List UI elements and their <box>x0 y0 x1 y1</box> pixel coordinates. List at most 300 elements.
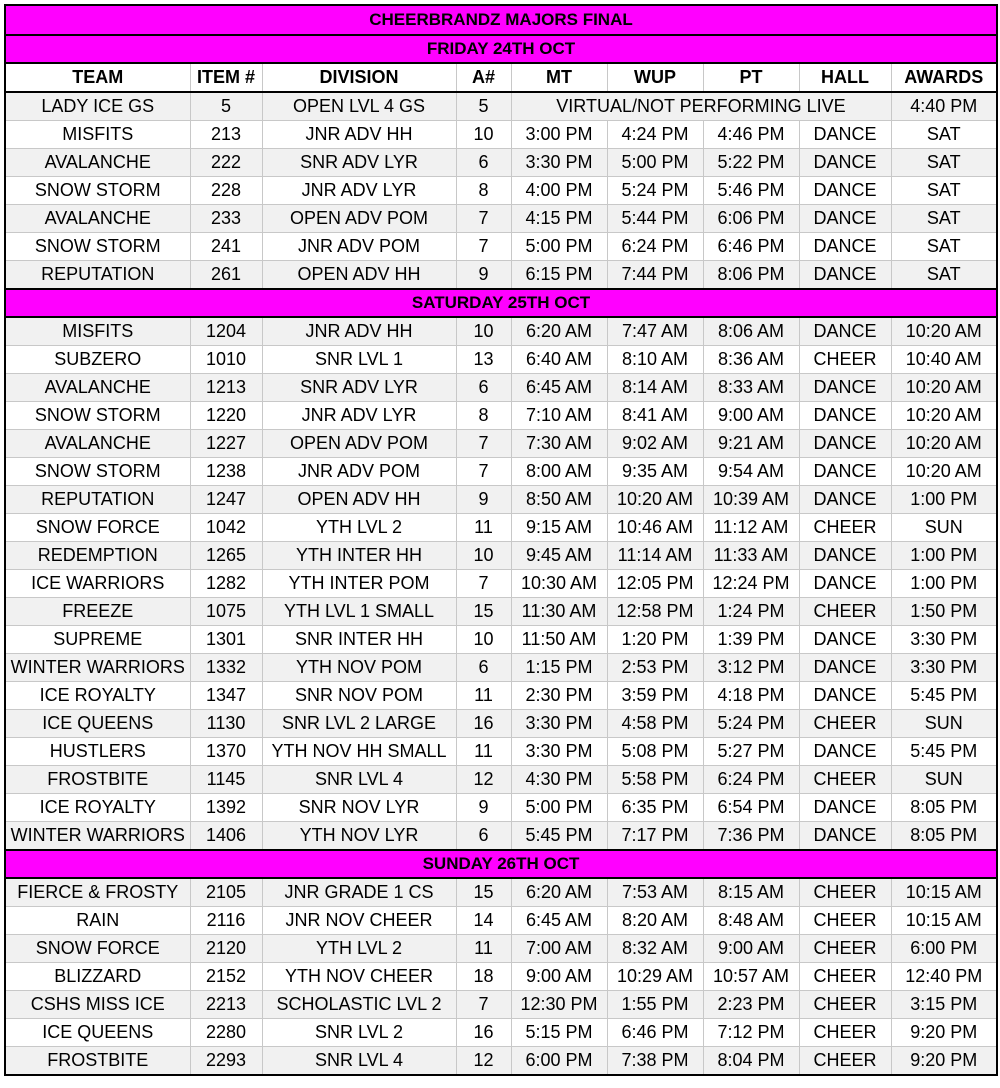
hall-cell: CHEER <box>799 598 891 626</box>
item-number-cell: 1282 <box>190 570 262 598</box>
item-number-cell: 1370 <box>190 738 262 766</box>
hall-cell: DANCE <box>799 121 891 149</box>
hall-cell: DANCE <box>799 570 891 598</box>
wup-cell: 8:14 AM <box>607 374 703 402</box>
a-number-cell: 12 <box>456 766 511 794</box>
team-cell: FREEZE <box>5 598 190 626</box>
a-number-cell: 10 <box>456 626 511 654</box>
team-cell: HUSTLERS <box>5 738 190 766</box>
item-number-cell: 1145 <box>190 766 262 794</box>
mt-cell: 8:50 AM <box>511 486 607 514</box>
pt-cell: 10:39 AM <box>703 486 799 514</box>
table-row <box>5 626 997 654</box>
mt-cell: 11:50 AM <box>511 626 607 654</box>
item-number-cell: 2213 <box>190 991 262 1019</box>
pt-cell: 5:22 PM <box>703 149 799 177</box>
wup-cell: 3:59 PM <box>607 682 703 710</box>
table-row <box>5 991 997 1019</box>
table-row <box>5 542 997 570</box>
hall-cell: DANCE <box>799 542 891 570</box>
team-cell: REPUTATION <box>5 261 190 290</box>
item-number-cell: 1238 <box>190 458 262 486</box>
item-number-cell: 1130 <box>190 710 262 738</box>
mt-cell: 6:40 AM <box>511 346 607 374</box>
awards-cell: SUN <box>891 710 997 738</box>
mt-cell: 7:00 AM <box>511 935 607 963</box>
wup-cell: 5:00 PM <box>607 149 703 177</box>
item-number-cell: 1010 <box>190 346 262 374</box>
item-number-cell: 5 <box>190 92 262 121</box>
hall-cell: DANCE <box>799 149 891 177</box>
hall-cell: DANCE <box>799 682 891 710</box>
a-number-cell: 18 <box>456 963 511 991</box>
a-number-cell: 9 <box>456 261 511 290</box>
table-row <box>5 935 997 963</box>
a-number-cell: 10 <box>456 317 511 346</box>
pt-cell: 4:46 PM <box>703 121 799 149</box>
wup-cell: 7:17 PM <box>607 822 703 851</box>
wup-cell: 8:20 AM <box>607 907 703 935</box>
mt-cell: 6:15 PM <box>511 261 607 290</box>
item-number-cell: 222 <box>190 149 262 177</box>
wup-cell: 5:44 PM <box>607 205 703 233</box>
awards-cell: 3:15 PM <box>891 991 997 1019</box>
team-cell: ICE QUEENS <box>5 710 190 738</box>
awards-cell: 8:05 PM <box>891 822 997 851</box>
team-cell: BLIZZARD <box>5 963 190 991</box>
item-number-cell: 1220 <box>190 402 262 430</box>
day-header-row <box>5 850 997 878</box>
division-cell: JNR ADV LYR <box>262 402 456 430</box>
division-cell: JNR ADV HH <box>262 317 456 346</box>
awards-cell: SUN <box>891 766 997 794</box>
mt-cell: 6:00 PM <box>511 1047 607 1076</box>
a-number-cell: 10 <box>456 542 511 570</box>
a-number-cell: 9 <box>456 486 511 514</box>
day-label: FRIDAY 24TH OCT <box>5 35 997 63</box>
mt-cell: 6:45 AM <box>511 907 607 935</box>
mt-cell: 3:30 PM <box>511 149 607 177</box>
a-number-cell: 13 <box>456 346 511 374</box>
wup-cell: 8:32 AM <box>607 935 703 963</box>
awards-cell: 10:20 AM <box>891 402 997 430</box>
division-cell: SNR LVL 2 LARGE <box>262 710 456 738</box>
wup-cell: 1:55 PM <box>607 991 703 1019</box>
table-row <box>5 430 997 458</box>
mt-cell: 3:00 PM <box>511 121 607 149</box>
team-cell: FIERCE & FROSTY <box>5 878 190 907</box>
division-cell: SNR NOV LYR <box>262 794 456 822</box>
mt-cell: 6:45 AM <box>511 374 607 402</box>
team-cell: AVALANCHE <box>5 374 190 402</box>
awards-cell: 10:20 AM <box>891 430 997 458</box>
hall-cell: CHEER <box>799 907 891 935</box>
mt-cell: 9:00 AM <box>511 963 607 991</box>
pt-cell: 6:06 PM <box>703 205 799 233</box>
wup-cell: 7:53 AM <box>607 878 703 907</box>
wup-cell: 12:05 PM <box>607 570 703 598</box>
wup-cell: 5:58 PM <box>607 766 703 794</box>
pt-cell: 8:33 AM <box>703 374 799 402</box>
mt-cell: 4:15 PM <box>511 205 607 233</box>
awards-cell: 3:30 PM <box>891 626 997 654</box>
division-cell: YTH INTER HH <box>262 542 456 570</box>
wup-cell: 8:10 AM <box>607 346 703 374</box>
performance-note-cell: VIRTUAL/NOT PERFORMING LIVE <box>511 92 891 121</box>
awards-cell: 9:20 PM <box>891 1047 997 1076</box>
a-number-cell: 6 <box>456 149 511 177</box>
column-header-item: ITEM # <box>190 63 262 92</box>
team-cell: SUPREME <box>5 626 190 654</box>
division-cell: SCHOLASTIC LVL 2 <box>262 991 456 1019</box>
a-number-cell: 9 <box>456 794 511 822</box>
table-row <box>5 121 997 149</box>
division-cell: JNR ADV LYR <box>262 177 456 205</box>
pt-cell: 8:15 AM <box>703 878 799 907</box>
team-cell: SNOW STORM <box>5 458 190 486</box>
wup-cell: 5:08 PM <box>607 738 703 766</box>
hall-cell: DANCE <box>799 430 891 458</box>
division-cell: SNR NOV POM <box>262 682 456 710</box>
pt-cell: 8:04 PM <box>703 1047 799 1076</box>
hall-cell: CHEER <box>799 710 891 738</box>
a-number-cell: 7 <box>456 430 511 458</box>
wup-cell: 9:35 AM <box>607 458 703 486</box>
awards-cell: 1:50 PM <box>891 598 997 626</box>
wup-cell: 7:44 PM <box>607 261 703 290</box>
division-cell: YTH LVL 1 SMALL <box>262 598 456 626</box>
wup-cell: 10:29 AM <box>607 963 703 991</box>
item-number-cell: 2293 <box>190 1047 262 1076</box>
hall-cell: DANCE <box>799 177 891 205</box>
team-cell: WINTER WARRIORS <box>5 654 190 682</box>
division-cell: OPEN ADV HH <box>262 486 456 514</box>
pt-cell: 9:00 AM <box>703 402 799 430</box>
a-number-cell: 16 <box>456 710 511 738</box>
hall-cell: DANCE <box>799 626 891 654</box>
team-cell: AVALANCHE <box>5 149 190 177</box>
table-row <box>5 766 997 794</box>
item-number-cell: 1392 <box>190 794 262 822</box>
pt-cell: 9:54 AM <box>703 458 799 486</box>
a-number-cell: 8 <box>456 177 511 205</box>
division-cell: JNR ADV HH <box>262 121 456 149</box>
awards-cell: 4:40 PM <box>891 92 997 121</box>
a-number-cell: 15 <box>456 878 511 907</box>
hall-cell: DANCE <box>799 822 891 851</box>
division-cell: YTH LVL 2 <box>262 514 456 542</box>
item-number-cell: 241 <box>190 233 262 261</box>
hall-cell: DANCE <box>799 233 891 261</box>
awards-cell: 5:45 PM <box>891 738 997 766</box>
schedule-body <box>5 5 997 1075</box>
team-cell: CSHS MISS ICE <box>5 991 190 1019</box>
day-header-row <box>5 289 997 317</box>
division-cell: JNR GRADE 1 CS <box>262 878 456 907</box>
wup-cell: 11:14 AM <box>607 542 703 570</box>
table-row <box>5 570 997 598</box>
table-row <box>5 878 997 907</box>
pt-cell: 5:24 PM <box>703 710 799 738</box>
wup-cell: 10:46 AM <box>607 514 703 542</box>
table-row <box>5 486 997 514</box>
mt-cell: 1:15 PM <box>511 654 607 682</box>
a-number-cell: 11 <box>456 514 511 542</box>
item-number-cell: 2120 <box>190 935 262 963</box>
division-cell: SNR LVL 4 <box>262 1047 456 1076</box>
hall-cell: DANCE <box>799 402 891 430</box>
team-cell: AVALANCHE <box>5 205 190 233</box>
wup-cell: 8:41 AM <box>607 402 703 430</box>
table-row <box>5 317 997 346</box>
team-cell: MISFITS <box>5 317 190 346</box>
table-row <box>5 233 997 261</box>
table-row <box>5 514 997 542</box>
team-cell: REPUTATION <box>5 486 190 514</box>
wup-cell: 10:20 AM <box>607 486 703 514</box>
division-cell: OPEN ADV POM <box>262 205 456 233</box>
pt-cell: 4:18 PM <box>703 682 799 710</box>
item-number-cell: 2116 <box>190 907 262 935</box>
item-number-cell: 213 <box>190 121 262 149</box>
awards-cell: 6:00 PM <box>891 935 997 963</box>
table-row <box>5 963 997 991</box>
division-cell: YTH NOV HH SMALL <box>262 738 456 766</box>
team-cell: ICE ROYALTY <box>5 682 190 710</box>
item-number-cell: 1347 <box>190 682 262 710</box>
table-row <box>5 177 997 205</box>
table-row <box>5 738 997 766</box>
mt-cell: 4:30 PM <box>511 766 607 794</box>
team-cell: SNOW STORM <box>5 233 190 261</box>
wup-cell: 6:35 PM <box>607 794 703 822</box>
sheet-title: CHEERBRANDZ MAJORS FINAL <box>5 5 997 35</box>
pt-cell: 5:27 PM <box>703 738 799 766</box>
pt-cell: 8:06 AM <box>703 317 799 346</box>
wup-cell: 2:53 PM <box>607 654 703 682</box>
team-cell: SNOW FORCE <box>5 514 190 542</box>
pt-cell: 9:00 AM <box>703 935 799 963</box>
wup-cell: 6:24 PM <box>607 233 703 261</box>
a-number-cell: 6 <box>456 822 511 851</box>
table-row <box>5 682 997 710</box>
mt-cell: 5:15 PM <box>511 1019 607 1047</box>
division-cell: SNR ADV LYR <box>262 149 456 177</box>
team-cell: REDEMPTION <box>5 542 190 570</box>
pt-cell: 6:54 PM <box>703 794 799 822</box>
team-cell: MISFITS <box>5 121 190 149</box>
team-cell: ICE ROYALTY <box>5 794 190 822</box>
team-cell: SNOW FORCE <box>5 935 190 963</box>
column-header-pt: PT <box>703 63 799 92</box>
table-row <box>5 458 997 486</box>
table-row <box>5 346 997 374</box>
wup-cell: 6:46 PM <box>607 1019 703 1047</box>
wup-cell: 4:24 PM <box>607 121 703 149</box>
item-number-cell: 261 <box>190 261 262 290</box>
division-cell: YTH NOV POM <box>262 654 456 682</box>
mt-cell: 11:30 AM <box>511 598 607 626</box>
division-cell: OPEN ADV HH <box>262 261 456 290</box>
pt-cell: 1:39 PM <box>703 626 799 654</box>
schedule-table <box>4 4 998 1076</box>
day-label: SATURDAY 25TH OCT <box>5 289 997 317</box>
division-cell: OPEN ADV POM <box>262 430 456 458</box>
hall-cell: DANCE <box>799 486 891 514</box>
hall-cell: CHEER <box>799 514 891 542</box>
awards-cell: 9:20 PM <box>891 1019 997 1047</box>
hall-cell: CHEER <box>799 963 891 991</box>
a-number-cell: 11 <box>456 935 511 963</box>
mt-cell: 8:00 AM <box>511 458 607 486</box>
table-row <box>5 149 997 177</box>
column-header-hall: HALL <box>799 63 891 92</box>
a-number-cell: 7 <box>456 458 511 486</box>
a-number-cell: 10 <box>456 121 511 149</box>
mt-cell: 3:30 PM <box>511 710 607 738</box>
item-number-cell: 1213 <box>190 374 262 402</box>
wup-cell: 4:58 PM <box>607 710 703 738</box>
mt-cell: 9:15 AM <box>511 514 607 542</box>
awards-cell: SAT <box>891 261 997 290</box>
hall-cell: CHEER <box>799 346 891 374</box>
column-header-row <box>5 63 997 92</box>
item-number-cell: 1075 <box>190 598 262 626</box>
pt-cell: 5:46 PM <box>703 177 799 205</box>
team-cell: SNOW STORM <box>5 177 190 205</box>
item-number-cell: 1301 <box>190 626 262 654</box>
table-row <box>5 92 997 121</box>
pt-cell: 8:06 PM <box>703 261 799 290</box>
table-row <box>5 374 997 402</box>
division-cell: OPEN LVL 4 GS <box>262 92 456 121</box>
wup-cell: 7:38 PM <box>607 1047 703 1076</box>
a-number-cell: 12 <box>456 1047 511 1076</box>
item-number-cell: 1227 <box>190 430 262 458</box>
team-cell: FROSTBITE <box>5 766 190 794</box>
a-number-cell: 7 <box>456 233 511 261</box>
mt-cell: 6:20 AM <box>511 878 607 907</box>
division-cell: SNR ADV LYR <box>262 374 456 402</box>
pt-cell: 6:46 PM <box>703 233 799 261</box>
mt-cell: 5:00 PM <box>511 233 607 261</box>
pt-cell: 7:36 PM <box>703 822 799 851</box>
division-cell: JNR ADV POM <box>262 233 456 261</box>
hall-cell: CHEER <box>799 766 891 794</box>
a-number-cell: 6 <box>456 374 511 402</box>
team-cell: AVALANCHE <box>5 430 190 458</box>
awards-cell: SAT <box>891 205 997 233</box>
awards-cell: 10:20 AM <box>891 374 997 402</box>
wup-cell: 5:24 PM <box>607 177 703 205</box>
a-number-cell: 6 <box>456 654 511 682</box>
mt-cell: 5:45 PM <box>511 822 607 851</box>
table-row <box>5 794 997 822</box>
item-number-cell: 1406 <box>190 822 262 851</box>
awards-cell: 1:00 PM <box>891 486 997 514</box>
wup-cell: 12:58 PM <box>607 598 703 626</box>
a-number-cell: 15 <box>456 598 511 626</box>
awards-cell: 10:15 AM <box>891 907 997 935</box>
a-number-cell: 11 <box>456 738 511 766</box>
hall-cell: DANCE <box>799 261 891 290</box>
awards-cell: SUN <box>891 514 997 542</box>
column-header-a-number: A# <box>456 63 511 92</box>
pt-cell: 7:12 PM <box>703 1019 799 1047</box>
item-number-cell: 2105 <box>190 878 262 907</box>
team-cell: ICE WARRIORS <box>5 570 190 598</box>
mt-cell: 7:10 AM <box>511 402 607 430</box>
pt-cell: 11:12 AM <box>703 514 799 542</box>
hall-cell: CHEER <box>799 1019 891 1047</box>
column-header-awards: AWARDS <box>891 63 997 92</box>
awards-cell: 10:20 AM <box>891 317 997 346</box>
awards-cell: SAT <box>891 149 997 177</box>
mt-cell: 10:30 AM <box>511 570 607 598</box>
item-number-cell: 1332 <box>190 654 262 682</box>
pt-cell: 8:48 AM <box>703 907 799 935</box>
division-cell: SNR LVL 2 <box>262 1019 456 1047</box>
column-header-team: TEAM <box>5 63 190 92</box>
a-number-cell: 7 <box>456 205 511 233</box>
table-row <box>5 261 997 290</box>
awards-cell: SAT <box>891 177 997 205</box>
division-cell: YTH INTER POM <box>262 570 456 598</box>
hall-cell: DANCE <box>799 205 891 233</box>
pt-cell: 1:24 PM <box>703 598 799 626</box>
mt-cell: 12:30 PM <box>511 991 607 1019</box>
item-number-cell: 1247 <box>190 486 262 514</box>
table-row <box>5 1047 997 1076</box>
mt-cell: 9:45 AM <box>511 542 607 570</box>
item-number-cell: 1042 <box>190 514 262 542</box>
mt-cell: 4:00 PM <box>511 177 607 205</box>
a-number-cell: 11 <box>456 682 511 710</box>
a-number-cell: 16 <box>456 1019 511 1047</box>
pt-cell: 2:23 PM <box>703 991 799 1019</box>
wup-cell: 7:47 AM <box>607 317 703 346</box>
item-number-cell: 2152 <box>190 963 262 991</box>
hall-cell: CHEER <box>799 878 891 907</box>
column-header-mt: MT <box>511 63 607 92</box>
table-row <box>5 907 997 935</box>
table-row <box>5 710 997 738</box>
division-cell: YTH NOV CHEER <box>262 963 456 991</box>
pt-cell: 8:36 AM <box>703 346 799 374</box>
pt-cell: 3:12 PM <box>703 654 799 682</box>
awards-cell: SAT <box>891 121 997 149</box>
awards-cell: 10:40 AM <box>891 346 997 374</box>
item-number-cell: 228 <box>190 177 262 205</box>
a-number-cell: 7 <box>456 991 511 1019</box>
division-cell: JNR ADV POM <box>262 458 456 486</box>
a-number-cell: 5 <box>456 92 511 121</box>
awards-cell: 1:00 PM <box>891 570 997 598</box>
team-cell: ICE QUEENS <box>5 1019 190 1047</box>
division-cell: JNR NOV CHEER <box>262 907 456 935</box>
division-cell: YTH LVL 2 <box>262 935 456 963</box>
wup-cell: 1:20 PM <box>607 626 703 654</box>
hall-cell: DANCE <box>799 317 891 346</box>
a-number-cell: 8 <box>456 402 511 430</box>
hall-cell: DANCE <box>799 738 891 766</box>
column-header-wup: WUP <box>607 63 703 92</box>
column-header-division: DIVISION <box>262 63 456 92</box>
hall-cell: CHEER <box>799 935 891 963</box>
mt-cell: 2:30 PM <box>511 682 607 710</box>
title-row <box>5 5 997 35</box>
division-cell: YTH NOV LYR <box>262 822 456 851</box>
